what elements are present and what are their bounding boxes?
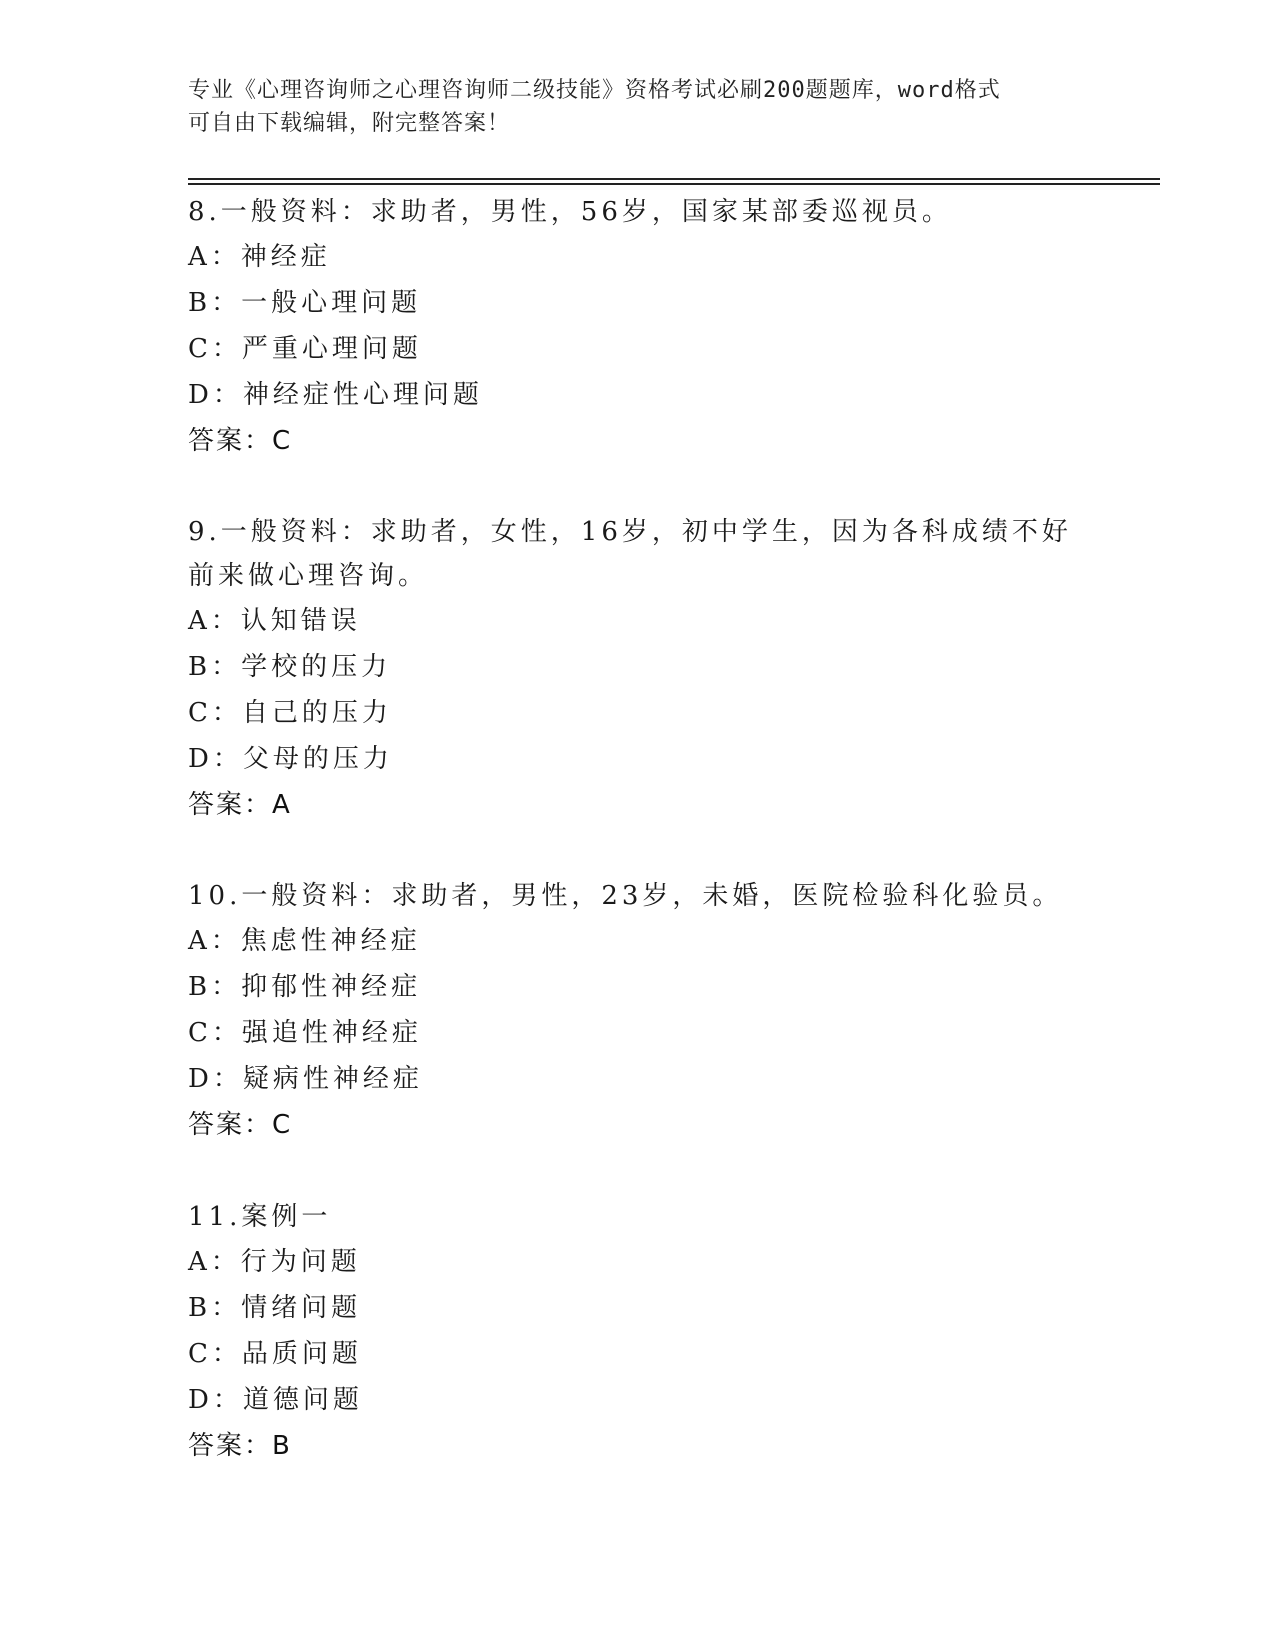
option-a: A：认知错误 (188, 606, 361, 636)
header-divider-bottom (188, 183, 1160, 185)
answer-line: 答案：A (188, 790, 292, 820)
answer-line: 答案：C (188, 426, 293, 456)
option-a: A：焦虑性神经症 (188, 926, 421, 956)
question-stem: 11.案例一 (188, 1202, 332, 1232)
option-b: B：一般心理问题 (188, 288, 422, 318)
option-b: B：学校的压力 (188, 652, 392, 682)
question-stem: 8.一般资料：求助者，男性，56岁，国家某部委巡视员。 (188, 197, 952, 227)
option-d: D：道德问题 (188, 1385, 363, 1415)
question-11 (188, 1195, 1088, 1469)
header-divider-top (188, 178, 1160, 180)
option-b: B：情绪问题 (188, 1293, 362, 1323)
option-c: C：品质问题 (188, 1339, 362, 1369)
answer-line: 答案：B (188, 1431, 292, 1461)
option-a: A：神经症 (188, 242, 331, 272)
option-d: D：父母的压力 (188, 744, 393, 774)
option-c: C：强追性神经症 (188, 1018, 422, 1048)
header-line-1: 专业《心理咨询师之心理咨询师二级技能》资格考试必刷200题题库，word格式 (188, 78, 1001, 103)
answer-line: 答案：C (188, 1110, 293, 1140)
question-10 (188, 874, 1088, 1148)
option-c: C：严重心理问题 (188, 334, 422, 364)
option-a: A：行为问题 (188, 1247, 361, 1277)
question-8 (188, 190, 1088, 464)
question-stem: 9.一般资料：求助者，女性，16岁，初中学生，因为各科成绩不好前来做心理咨询。 (188, 517, 1072, 591)
option-d: D：神经症性心理问题 (188, 380, 483, 410)
option-c: C：自己的压力 (188, 698, 392, 728)
header-line-2: 可自由下载编辑，附完整答案！ (188, 111, 511, 136)
question-stem: 10.一般资料：求助者，男性，23岁，未婚，医院检验科化验员。 (188, 881, 1063, 911)
option-d: D：疑病性神经症 (188, 1064, 423, 1094)
option-b: B：抑郁性神经症 (188, 972, 422, 1002)
document-header (188, 74, 1088, 140)
question-9 (188, 510, 1088, 828)
